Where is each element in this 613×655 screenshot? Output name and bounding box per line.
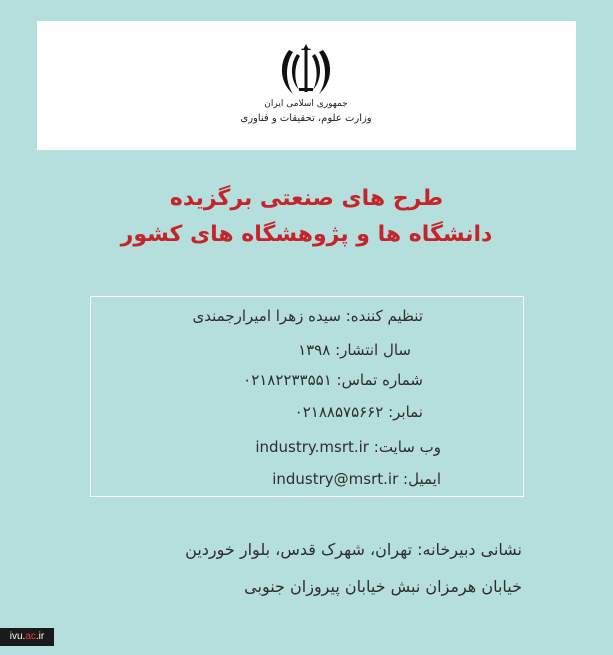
phone-line: شماره تماس: ۰۲۱۸۲۲۳۳۵۵۱ bbox=[243, 371, 423, 389]
email-label: ایمیل: bbox=[403, 470, 441, 488]
website-value[interactable]: industry.msrt.ir bbox=[255, 438, 369, 456]
ministry-line1: جمهوری اسلامی ایران bbox=[264, 99, 348, 109]
info-box bbox=[90, 296, 524, 497]
ministry-line2: وزارت علوم، تحقیقات و فناوری bbox=[240, 113, 372, 124]
address-line1: نشانی دبیرخانه: تهران، شهرک قدس، بلوار خوردین bbox=[185, 540, 522, 559]
email-value[interactable]: industry@msrt.ir bbox=[272, 470, 399, 488]
iran-emblem-icon bbox=[275, 42, 337, 98]
website-label: وب سایت: bbox=[373, 438, 441, 456]
title-line1: طرح های صنعتی برگزیده bbox=[169, 186, 444, 211]
email-line bbox=[272, 470, 441, 488]
address-line2: خیابان هرمزان نبش خیابان پیروزان جنوبی bbox=[244, 577, 522, 596]
fax-line: نمابر: ۰۲۱۸۸۵۷۵۶۶۲ bbox=[294, 403, 423, 421]
compiler-line: تنظیم کننده: سیده زهرا امیرارجمندی bbox=[192, 307, 423, 325]
ivu-logo: ivu.ac.ir bbox=[0, 628, 54, 646]
year-line: سال انتشار: ۱۳۹۸ bbox=[298, 341, 411, 359]
website-line bbox=[255, 438, 441, 456]
title-line2: دانشگاه ها و پژوهشگاه های کشور bbox=[120, 222, 493, 247]
